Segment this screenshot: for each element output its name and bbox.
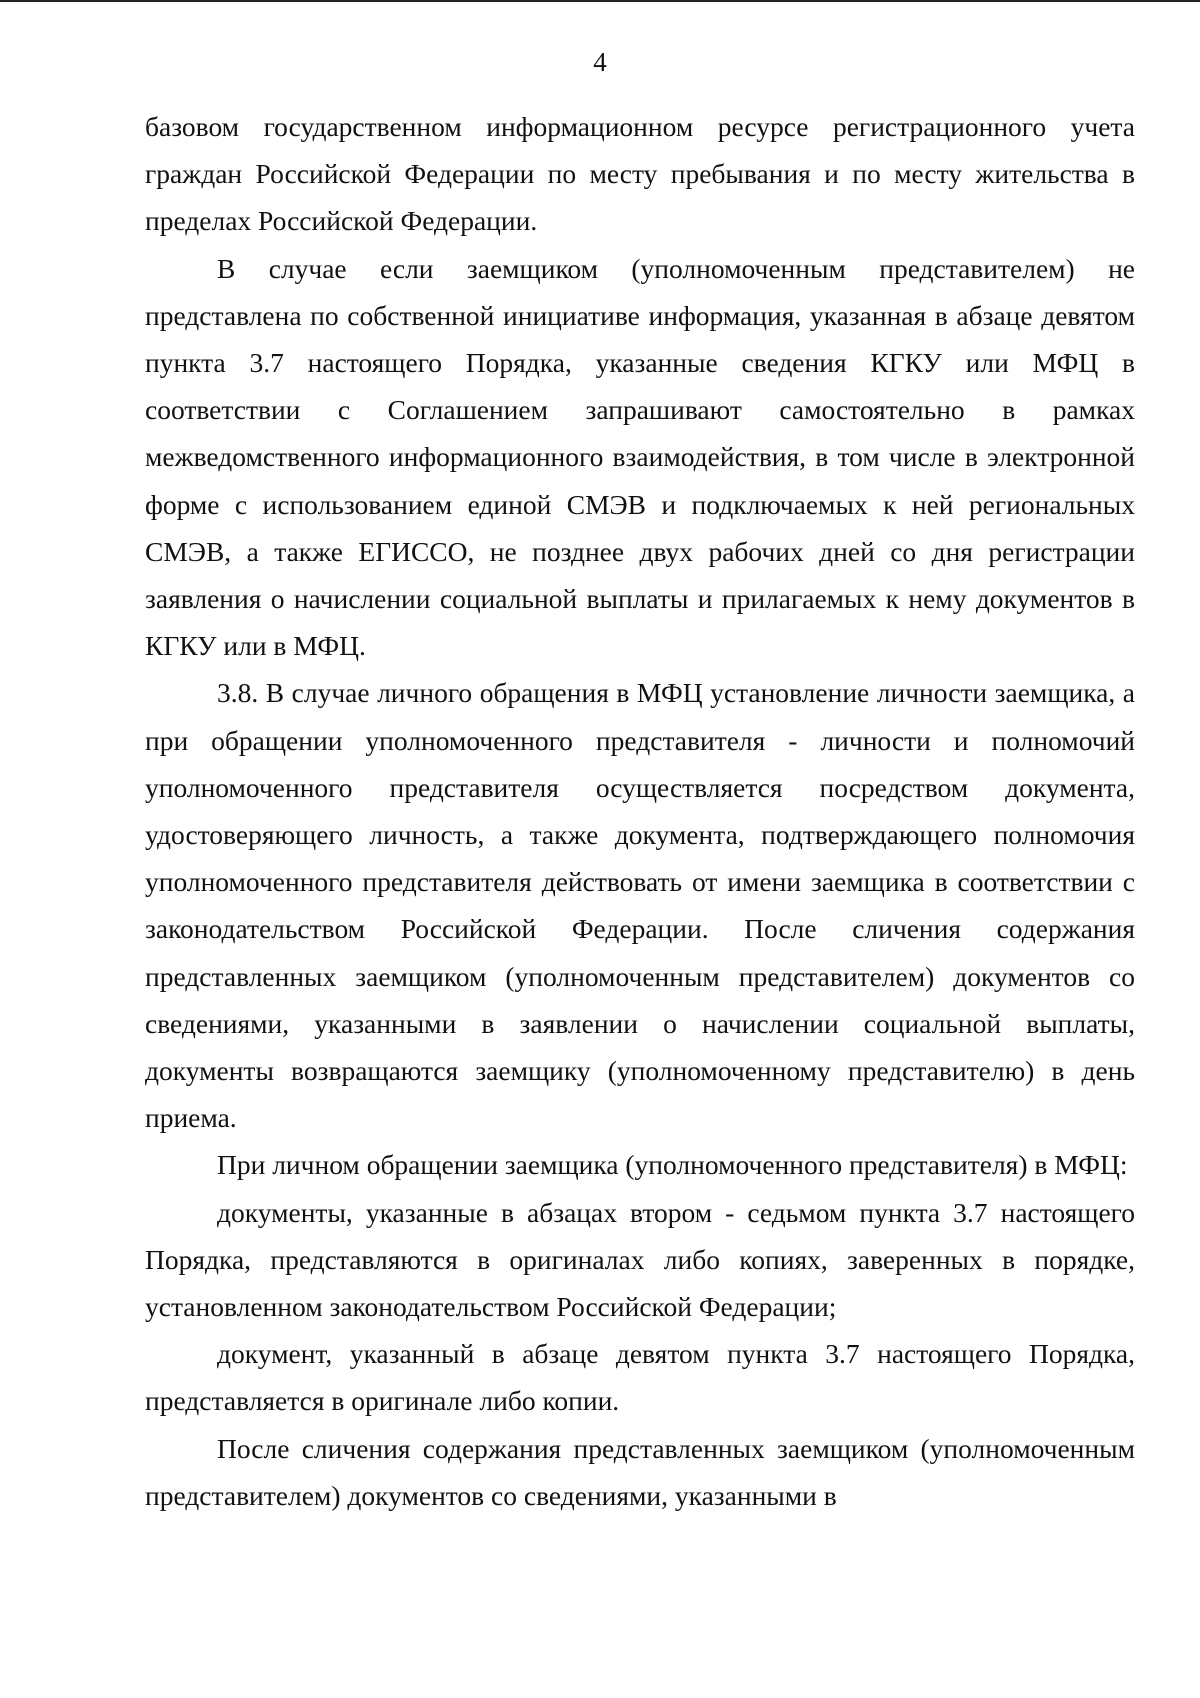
paragraph-personal-visit: При личном обращении заемщика (уполномоченного представителя) в МФЦ:	[217, 1149, 1128, 1181]
paragraph-after-comparison: После сличения содержания представленных заемщиком (уполномоченным представителем) документов со сведениями, указанными в	[145, 1432, 1135, 1511]
paragraph-documents-2-7: документы, указанные в абзацах втором - седьмом пункта 3.7 настоящего Порядка, представляются в оригиналах либо копиях, заверенных в порядке, установленном законодательством Российской Федерации;	[145, 1196, 1135, 1323]
page-number: 4	[593, 47, 607, 77]
paragraph-item-3-8: 3.8. В случае личного обращения в МФЦ установление личности заемщика, а при обращении уполномоченного представителя - личности и полномочий уполномоченного представителя осуществляется посредством документа, удостоверяющего личность, а также документа, подтверждающего полномочия уполномоченного представителя действовать от имени заемщика в соответствии с законодательством Российской Федерации. После сличения содержания представленных заемщиком (уполномоченным представителем) документов со сведениями, указанными в заявлении о начислении социальной выплаты, документы возвращаются заемщику (уполномоченному представителю) в день приема.	[145, 677, 1135, 1134]
paragraph-continuation: базовом государственном информационном ресурсе регистрационного учета граждан Российской Федерации по месту пребывания и по месту жительства в пределах Российской Федерации.	[145, 111, 1135, 237]
paragraph-no-own-initiative: В случае если заемщиком (уполномоченным представителем) не представлена по собственной инициативе информация, указанная в абзаце девятом пункта 3.7 настоящего Порядка, указанные сведения КГКУ или МФЦ в соответствии с Соглашением запрашивают самостоятельно в рамках межведомственного информационного взаимодействия, в том числе в электронной форме с использованием единой СМЭВ и подключаемых к ней региональных СМЭВ, а также ЕГИССО, не позднее двух рабочих дней со дня регистрации заявления о начислении социальной выплаты и прилагаемых к нему документов в КГКУ или в МФЦ.	[145, 252, 1135, 662]
paragraph-document-9: документ, указанный в абзаце девятом пункта 3.7 настоящего Порядка, представляется в оригинале либо копии.	[145, 1338, 1135, 1417]
document-body	[145, 103, 1135, 1519]
top-border-line	[0, 0, 1200, 2]
